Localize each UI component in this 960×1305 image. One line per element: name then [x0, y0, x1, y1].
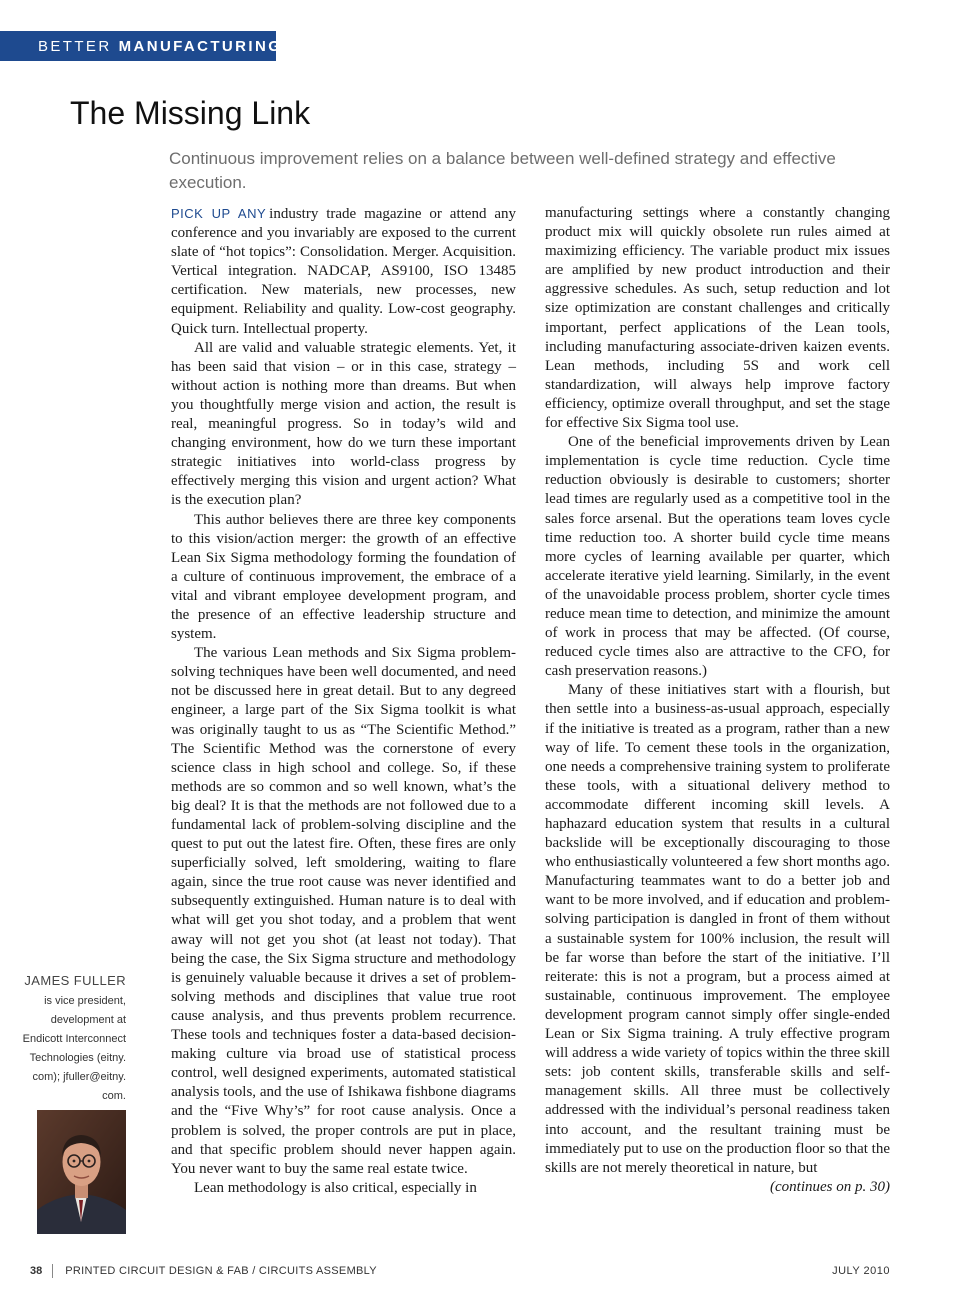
- footer-divider: [52, 1264, 53, 1278]
- article-paragraph: manufacturing settings where a constantly changing product mix will quickly obsolete run rules aimed at maximizing efficiency. The variable product mix issues are amplified by new product introduction and their aggressive schedules. As such, setup reduction and lot size optimization are constant challenges and critically important, perfect applications of the Lean tools, including manufacturing associate-driven kaizen events. Lean methods, including 5S and work cell standardization, will always help improve factory efficiency, optimize overall throughput, and set the stage for effective Six Sigma tool use.: [545, 205, 890, 432]
- publication-name: PRINTED CIRCUIT DESIGN & FAB / CIRCUITS ASSEMBLY: [65, 1265, 377, 1277]
- article-paragraph: Lean methodology is also critical, especially in: [194, 1179, 477, 1196]
- article-column-left: [171, 204, 516, 1198]
- author-bio-line: Technologies (eitny.: [29, 1052, 126, 1064]
- author-bio-line: is vice president,: [44, 995, 126, 1007]
- author-name: JAMES FULLER: [24, 973, 126, 988]
- author-box: [20, 973, 126, 1106]
- author-bio-line: development at: [50, 1014, 126, 1026]
- section-tab: [0, 31, 283, 61]
- article-paragraph: [171, 204, 516, 339]
- author-bio-line: com); jfuller@eitny.: [32, 1071, 126, 1083]
- article-column-right: [545, 204, 890, 1197]
- section-tab-light: BETTER: [38, 37, 112, 55]
- article-paragraph: One of the beneficial improvements driven by Lean implementation is cycle time reduction. Cycle time reduction obviously is desirable to customers; shorter lead times are regularly used as a competitive tool in the sales force arsenal. But the operations team loves cycle time reduction too. A shorter build cycle time means more cycles of learning available per quarter, which accelerate iterative yield learning. Similarly, in the event of the unavoidable process problem, shorter cycle times reduce mean time to detection, and minimize the amount of work in process that may be affected. (Of course, reduced cycle times also are attractive to the CFO, for cash preservation reasons.): [545, 434, 890, 680]
- article-title: The Missing Link: [70, 95, 311, 131]
- author-photo: [37, 1110, 126, 1234]
- article-paragraph: Many of these initiatives start with a flourish, but then settle into a business-as-usual approach, especially if the initiative is treated as a program, rather than a new way of life. To cement these tools in the organization, one needs a comprehensive training system to proliferate these tools, with a situational delivery method to accommodate different incoming skill levels. A haphazard education system that results in a cultural backslide will be exceptionally discouraging to those who enthusiastically volunteered a few short months ago. Manufacturing teammates want to do a better job and want to be more involved, and if education and problem-solving participation is dangled in front of them without a sustainable system for 100% inclusion, the result will be far worse than before the start of the initiative. I’ll reiterate: this is not a program, but a process aimed at sustainable, continuous improvement. The employee development program cannot simply offer single-ended Lean or Six Sigma training. A truly effective program will address a wide variety of topics within the three skill sets: job content skills, transferable skills and self-management skills. All three must be collectively addressed with the individual’s personal readiness taken into account, and the resultant training must be immediately put to use on the production floor so that the skills are not merely theoretical in nature, but: [545, 682, 890, 1176]
- article-paragraph: The various Lean methods and Six Sigma problem-solving techniques have been well documented, and need not be discussed here in great detail. But to any degreed engineer, a large part of the Six Sigma toolkit is what was originally taught to us as “The Scientific Method.” The Scientific Method was the cornerstone of every science class in high school and college. So, if these methods are so common and so well known, what’s the big deal? It is that the methods are not followed due to a fundamental lack of problem-solving discipline and the quest to put out the latest fire. Often, these fires are only superficially solved, left smoldering, waiting to flare again, since the true root cause was never identified and subsequently extinguished. Human nature is to deal with what will get you shot today, and a problem that went away will not get you shot (at least not today). That being the case, the Six Sigma structure and methodology is genuinely valuable because it drives a set of problem-solving methods and disciplines that value true root cause analysis, and thus prevents problem recurrence. These tools and techniques foster a data-based decision-making culture via broad use of statistical process control, well designed experiments, automated statistical analysis tools, and the use of Ishikawa fishbone diagrams and the “Five Why’s” for root cause analysis. Once a problem is solved, the proper controls are put in place, and that specific problem should never happen again. You never want to buy the same real estate twice.: [171, 645, 516, 1177]
- page-footer: [30, 1262, 890, 1280]
- article-paragraph: All are valid and valuable strategic elements. Yet, it has been said that vision – or in this case, strategy – without action is nothing more than dreams. But when you thoughtfully merge vision and action, the result is real, meaningful progress. So in today’s wild and changing environment, how do we turn these important strategic initiatives into world-class progress by effectively merging this vision and urgent action? What is the execution plan?: [171, 339, 516, 509]
- issue-date: JULY 2010: [832, 1265, 890, 1277]
- article-paragraph: This author believes there are three key components to this vision/action merger: the growth of an effective Lean Six Sigma methodology forming the foundation of a culture of continuous improvement, the embrace of a vital and vibrant employee development program, and the presence of an effective leadership structure and system.: [171, 511, 516, 643]
- author-bio-line: com.: [102, 1090, 126, 1102]
- page-number: 38: [30, 1265, 43, 1277]
- section-tab-bold: MANUFACTURING: [118, 37, 283, 55]
- paragraph-text: industry trade magazine or attend any conference and you invariably are exposed to the current slate of “hot topics”: Consolidation. Merger. Acquisition. Vertical integration. NADCAP, AS9100, ISO 13485 certification. New materials, new processes, new equipment. Reliability and quality. Low-cost geography. Quick turn. Intellectual property.: [171, 206, 516, 337]
- continues-note: (continues on p. 30): [770, 1178, 890, 1195]
- author-bio-line: Endicott Interconnect: [22, 1033, 126, 1045]
- author-bio: [20, 992, 126, 1106]
- lead-in: PICK UP ANY: [171, 206, 267, 221]
- article-deck: Continuous improvement relies on a balance between well-defined strategy and effective execution.: [169, 149, 836, 192]
